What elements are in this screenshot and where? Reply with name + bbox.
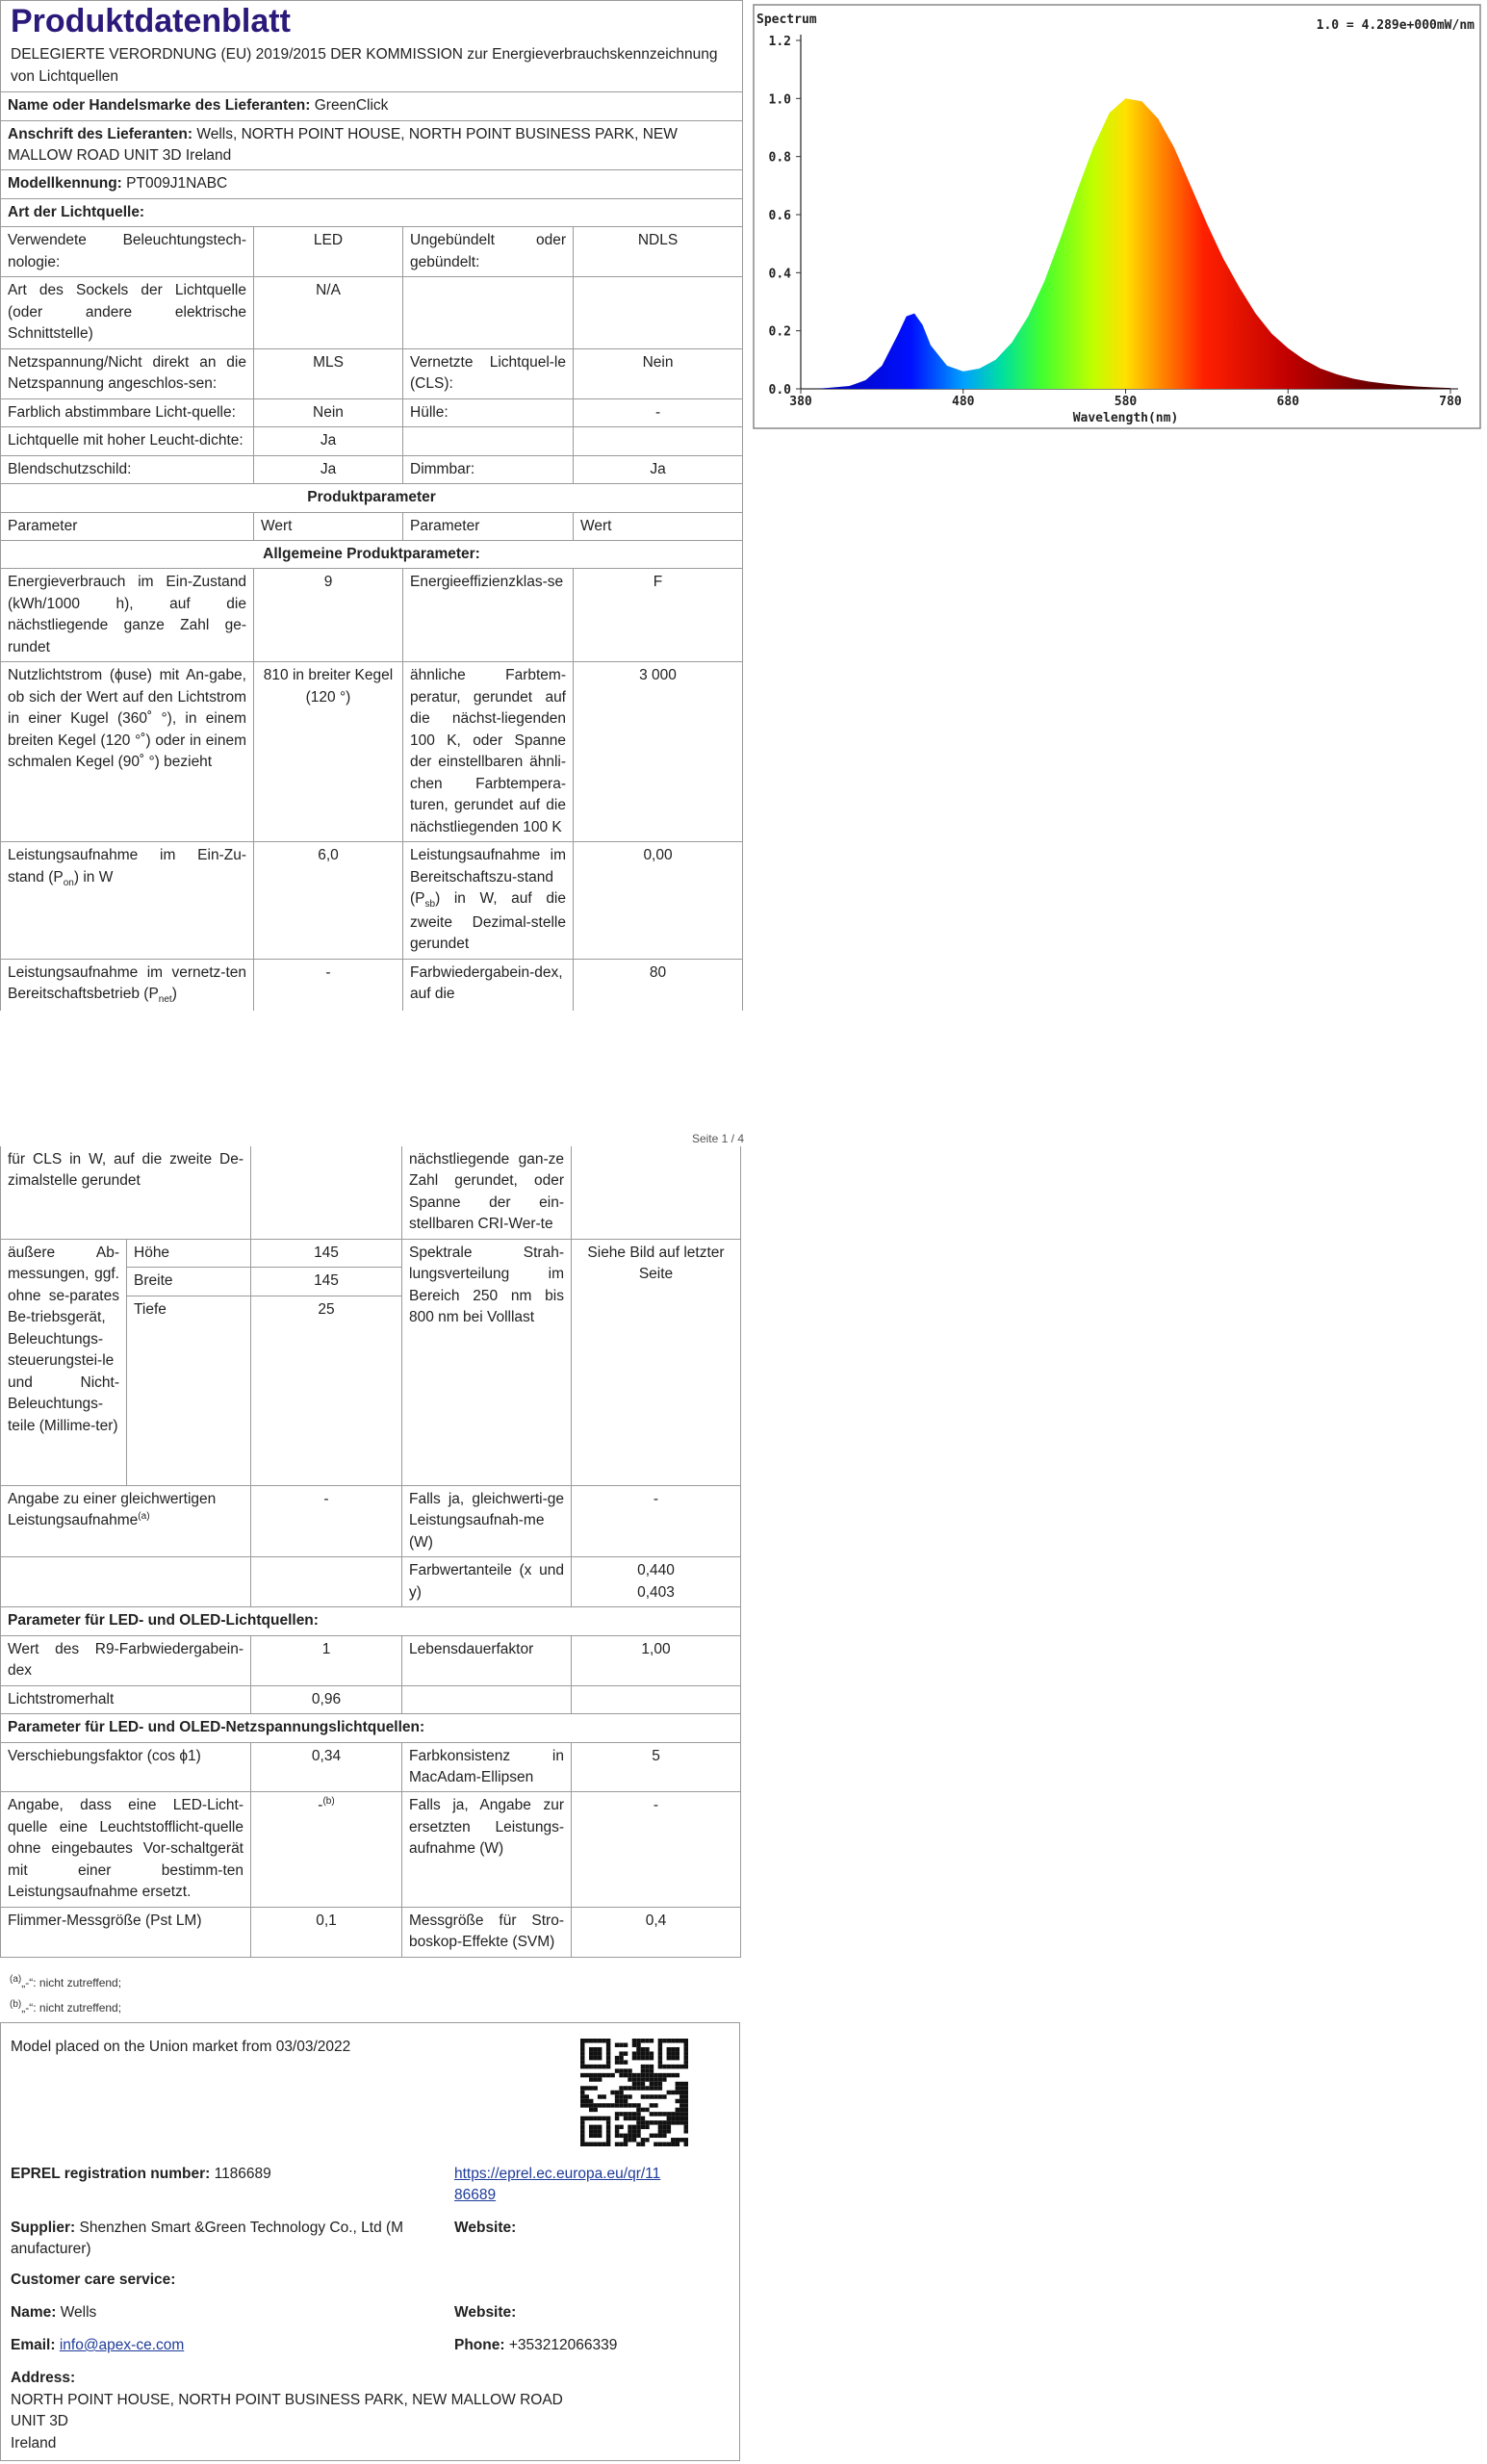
flux-label: Nutzlichtstrom (ϕuse) mit An-gabe, ob sich der Wert auf den Lichtstrom in einer Kugel (360˚ °), in einem breiten Kegel (120 °˚) oder in einem schmalen Kegel (90˚ °) bezieht xyxy=(1,662,254,842)
energy-row xyxy=(1,569,743,662)
ls-label-2: Dimmbar: xyxy=(403,455,574,483)
dim-name: Breite xyxy=(127,1268,251,1296)
pnet-value-cont xyxy=(251,1146,402,1239)
qr-code-icon xyxy=(580,2039,688,2146)
light-source-row xyxy=(1,227,743,277)
col-param-1: Parameter xyxy=(1,512,254,540)
r9-label: Wert des R9-Farbwiedergabein-dex xyxy=(1,1635,251,1685)
ls-label-1: Netzspannung/Nicht direkt an die Netzspannung angeschlos-sen: xyxy=(1,348,254,398)
light-source-heading-row xyxy=(1,198,743,226)
y-tick-label: 0.6 xyxy=(768,209,791,223)
supplier-info: Supplier: Shenzhen Smart &Green Technology Co., Ltd (M anufacturer) xyxy=(11,2220,404,2258)
col-value-2: Wert xyxy=(574,512,743,540)
replace2-label: Falls ja, Angabe zur ersetzten Leistungs-aufnahme (W) xyxy=(402,1792,572,1907)
cos-value: 0,34 xyxy=(251,1742,402,1792)
cct-value: 3 000 xyxy=(574,662,743,842)
maint-row xyxy=(1,1685,741,1713)
ls-label-1: Art des Sockels der Lichtquelle (oder andere elektrische Schnittstelle) xyxy=(1,277,254,348)
dim-value: 145 xyxy=(251,1268,402,1296)
cos-label: Verschiebungsfaktor (cos ϕ1) xyxy=(1,1742,251,1792)
ls-label-1: Farblich abstimmbare Licht-quelle: xyxy=(1,398,254,426)
macadam-label: Farbkonsistenz in MacAdam-Ellipsen xyxy=(402,1742,572,1792)
supplier-address-label: Anschrift des Lieferanten: xyxy=(8,125,193,142)
equiv-label: Angabe zu einer gleichwertigen Leistungsaufnahme$^{(a)}$ xyxy=(1,1485,251,1556)
psb-value: 0,00 xyxy=(574,842,743,959)
title-row xyxy=(1,1,743,92)
x-tick-label: 780 xyxy=(1439,395,1462,409)
dim-name: Tiefe xyxy=(127,1296,251,1485)
dim-value: 25 xyxy=(251,1296,402,1485)
care-name: Name: Wells xyxy=(11,2304,97,2321)
light-source-row xyxy=(1,277,743,348)
supplier-name-label: Name oder Handelsmarke des Lieferanten: xyxy=(8,97,311,115)
chroma-row xyxy=(1,1557,741,1607)
y-tick-label: 1.0 xyxy=(768,92,791,108)
light-source-heading: Art der Lichtquelle: xyxy=(1,198,743,226)
email-link[interactable]: info@apex-ce.com xyxy=(59,2337,185,2353)
ls-value-1: LED xyxy=(254,227,403,277)
ls-value-1: MLS xyxy=(254,348,403,398)
footnote-a: $^{(a)}$„-“: nicht zutreffend; xyxy=(10,1974,122,1989)
footnote-b: $^{(b)}$„-“: nicht zutreffend; xyxy=(10,1999,122,2015)
ls-value-2 xyxy=(574,427,743,455)
ls-value-1: Ja xyxy=(254,455,403,483)
macadam-value: 5 xyxy=(572,1742,741,1792)
product-params-heading-row xyxy=(1,484,743,512)
x-tick-label: 480 xyxy=(952,395,975,409)
spd-label: Spektrale Strah-lungsverteilung im Bereich 250 nm bis 800 nm bei Volllast xyxy=(402,1239,572,1485)
supplier-name-value: GreenClick xyxy=(314,97,389,115)
chart-title: Spectrum xyxy=(756,13,817,27)
light-source-row xyxy=(1,398,743,426)
ls-label-1: Lichtquelle mit hoher Leucht-dichte: xyxy=(1,427,254,455)
flux-value: 810 in breiter Kegel (120 °) xyxy=(254,662,403,842)
ls-value-2: - xyxy=(574,398,743,426)
energy-label: Energieverbrauch im Ein-Zustand (kWh/1000 h), auf die nächstliegende ganze Zahl ge-rundet xyxy=(1,569,254,662)
equiv2-value: - xyxy=(572,1485,741,1556)
continuation-row xyxy=(1,1146,741,1239)
y-tick-label: 0.4 xyxy=(768,267,791,282)
dims-label: äußere Ab-messungen, ggf. ohne se-parates Be-triebsgerät, Beleuchtungs-steuerungstei-le und Nicht-Beleuchtungs-teile (Millime-ter) xyxy=(1,1239,127,1485)
equiv-row xyxy=(1,1485,741,1556)
page-number: Seite 1 / 4 xyxy=(691,1132,744,1145)
col-value-1: Wert xyxy=(254,512,403,540)
flux-row xyxy=(1,662,743,842)
dim-name: Höhe xyxy=(127,1239,251,1267)
cri-label: Farbwiedergabein-dex, auf die xyxy=(403,959,574,1011)
pnet-value: - xyxy=(254,959,403,1011)
mains-heading: Parameter für LED- und OLED-Netzspannungslichtquellen: xyxy=(1,1714,741,1742)
cos-row xyxy=(1,1742,741,1792)
pnet-label: Leistungsaufnahme im vernetz-ten Bereitschaftsbetrieb $(P_{net})$ xyxy=(1,959,254,1011)
dims-row xyxy=(1,1239,741,1267)
column-header-row xyxy=(1,512,743,540)
eprel-reg: EPREL registration number: 1186689 xyxy=(11,2166,271,2182)
page-title: Produktdatenblatt xyxy=(11,3,291,39)
ls-value-2 xyxy=(574,277,743,348)
y-tick-label: 1.2 xyxy=(768,35,791,49)
pon-label: Leistungsaufnahme im Ein-Zu-stand $(P_{on})$ in W xyxy=(1,842,254,959)
equiv-value: - xyxy=(251,1485,402,1556)
x-tick-label: 580 xyxy=(1114,395,1138,409)
ls-label-2 xyxy=(403,427,574,455)
flicker-label: Flimmer-Messgröße (Pst LM) xyxy=(1,1907,251,1957)
care-phone: Phone: +353212066339 xyxy=(454,2337,618,2353)
ls-value-1: Nein xyxy=(254,398,403,426)
chart-annotation: 1.0 = 4.289e+000mW/nm xyxy=(1316,18,1474,33)
general-params-heading-row xyxy=(1,541,743,569)
svm-value: 0,4 xyxy=(572,1907,741,1957)
dim-value: 145 xyxy=(251,1239,402,1267)
ls-label-2: Ungebündelt oder gebündelt: xyxy=(403,227,574,277)
life-value: 1,00 xyxy=(572,1635,741,1685)
replace-label: Angabe, dass eine LED-Licht-quelle eine Leuchtstofflicht-quelle ohne eingebautes Vor-schaltgerät mit einer bestimm-ten Leistungsaufnahme ersetzt. xyxy=(1,1792,251,1907)
pnet-row xyxy=(1,959,743,1011)
cri-value-cont xyxy=(572,1146,741,1239)
supplier-name-row xyxy=(1,92,743,120)
col-param-2: Parameter xyxy=(403,512,574,540)
ls-label-1: Verwendete Beleuchtungstech-nologie: xyxy=(1,227,254,277)
efficiency-class-label: Energieeffizienzklas-se xyxy=(403,569,574,662)
regulation-text: DELEGIERTE VERORDNUNG (EU) 2019/2015 DER KOMMISSION zur Energieverbrauchskennzeichnung von Lichtquellen xyxy=(11,46,718,85)
x-axis-label: Wavelength(nm) xyxy=(1072,411,1179,425)
supplier-address-row xyxy=(1,120,743,170)
chroma-label: Farbwertanteile (x und y) xyxy=(402,1557,572,1607)
ls-value-2: NDLS xyxy=(574,227,743,277)
website2-label: Website: xyxy=(454,2304,517,2321)
light-source-row xyxy=(1,455,743,483)
ls-label-2: Hülle: xyxy=(403,398,574,426)
replace-value: -$^{(b)}$ xyxy=(251,1792,402,1907)
website-label: Website: xyxy=(454,2220,517,2236)
x-tick-label: 380 xyxy=(789,395,812,409)
model-row xyxy=(1,170,743,198)
cct-label: ähnliche Farbtem-peratur, gerundet auf die nächst-liegenden 100 K, oder Spanne der einstellbaren ähnli-chen Farbtempera-turen, gerundet auf die nächstliegenden 100 K xyxy=(403,662,574,842)
ls-label-2 xyxy=(403,277,574,348)
cri-value: 80 xyxy=(574,959,743,1011)
ls-value-1: Ja xyxy=(254,427,403,455)
ls-value-1: N/A xyxy=(254,277,403,348)
r9-value: 1 xyxy=(251,1635,402,1685)
svm-label: Messgröße für Stro-boskop-Effekte (SVM) xyxy=(402,1907,572,1957)
energy-value: 9 xyxy=(254,569,403,662)
flicker-row xyxy=(1,1907,741,1957)
psb-label: Leistungsaufnahme im Bereitschaftszu-stand $(P_{sb})$ in W, auf die zweite Dezimal-stelle gerundet xyxy=(403,842,574,959)
x-tick-label: 680 xyxy=(1276,395,1299,409)
spd-value: Siehe Bild auf letzter Seite xyxy=(572,1239,741,1485)
led-heading: Parameter für LED- und OLED-Lichtquellen: xyxy=(1,1607,741,1635)
pon-value: 6,0 xyxy=(254,842,403,959)
ls-label-2: Vernetzte Lichtquel-le (CLS): xyxy=(403,348,574,398)
market-text: Model placed on the Union market from 03/03/2022 xyxy=(11,2039,351,2055)
y-tick-label: 0.2 xyxy=(768,324,791,340)
efficiency-class-value: F xyxy=(574,569,743,662)
address-label: Address: xyxy=(11,2370,76,2386)
flicker-value: 0,1 xyxy=(251,1907,402,1957)
r9-row xyxy=(1,1635,741,1685)
eprel-info-box xyxy=(0,2022,740,2461)
spectrum-chart xyxy=(753,4,1481,429)
replace-row xyxy=(1,1792,741,1907)
life-label: Lebensdauerfaktor xyxy=(402,1635,572,1685)
datasheet-table-top xyxy=(0,0,743,1011)
y-tick-label: 0.0 xyxy=(768,383,791,398)
ls-value-2: Ja xyxy=(574,455,743,483)
light-source-row xyxy=(1,348,743,398)
general-params-heading: Allgemeine Produktparameter: xyxy=(1,541,743,569)
equiv2-label: Falls ja, gleichwerti-ge Leistungsaufnah-me (W) xyxy=(402,1485,572,1556)
model-label: Modellkennung: xyxy=(8,175,122,192)
care-email: Email: info@apex-ce.com xyxy=(11,2337,185,2353)
supplier-address-value: Wells, NORTH POINT HOUSE, NORTH POINT BUSINESS PARK, NEW MALLOW ROAD UNIT 3D Ireland xyxy=(8,125,678,164)
power-row xyxy=(1,842,743,959)
y-tick-label: 0.8 xyxy=(768,150,791,166)
ls-value-2: Nein xyxy=(574,348,743,398)
product-params-heading: Produktparameter xyxy=(1,484,743,512)
datasheet-table-bottom xyxy=(0,1146,741,1958)
address-value: NORTH POINT HOUSE, NORTH POINT BUSINESS PARK, NEW MALLOW ROAD UNIT 3D Ireland xyxy=(11,2392,563,2451)
model-value: PT009J1NABC xyxy=(126,175,228,192)
mains-heading-row xyxy=(1,1714,741,1742)
pnet-label-cont: für CLS in W, auf die zweite De-zimalstelle gerundet xyxy=(1,1146,251,1239)
eprel-link[interactable]: https://eprel.ec.europa.eu/qr/11 86689 xyxy=(454,2166,661,2204)
maint-label: Lichtstromerhalt xyxy=(1,1685,251,1713)
replace2-value: - xyxy=(572,1792,741,1907)
cri-label-cont: nächstliegende gan-ze Zahl gerundet, oder Spanne der ein-stellbaren CRI-Wer-te xyxy=(402,1146,572,1239)
customer-care-label: Customer care service: xyxy=(11,2272,176,2288)
spectrum-svg xyxy=(753,4,1481,429)
ls-label-1: Blendschutzschild: xyxy=(1,455,254,483)
light-source-row xyxy=(1,427,743,455)
led-heading-row xyxy=(1,1607,741,1635)
maint-value: 0,96 xyxy=(251,1685,402,1713)
chroma-value: 0,440 0,403 xyxy=(572,1557,741,1607)
